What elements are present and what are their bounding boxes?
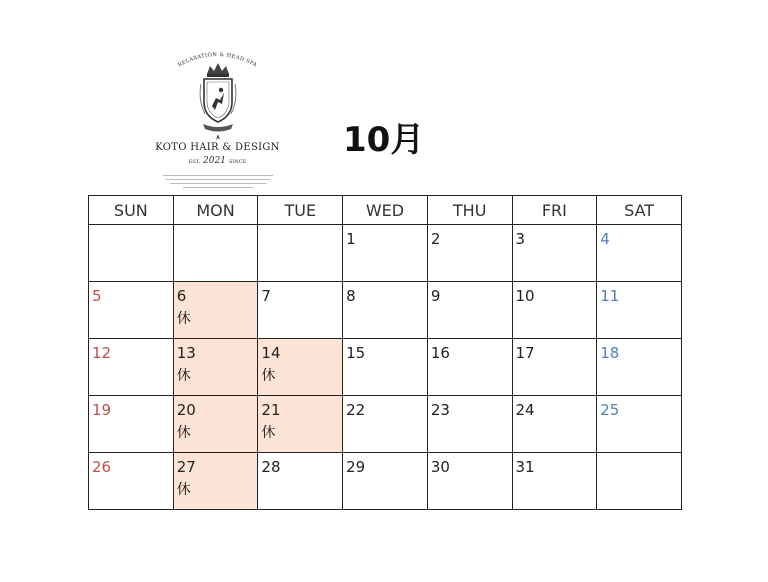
est-year: 2021 xyxy=(203,156,226,166)
day-number: 23 xyxy=(430,401,450,419)
day-cell xyxy=(173,453,258,510)
svg-text:RELAXATION & HEAD SPA: RELAXATION & HEAD SPA xyxy=(177,51,258,69)
day-number: 2 xyxy=(430,230,441,248)
calendar-week-row xyxy=(89,282,682,339)
closed-day-label: 休 xyxy=(261,425,276,441)
month-title: 10月 xyxy=(343,120,425,160)
calendar-week-row xyxy=(89,453,682,510)
day-number: 9 xyxy=(430,287,441,305)
day-cell xyxy=(89,453,174,510)
day-cell xyxy=(512,339,597,396)
day-number: 29 xyxy=(346,458,366,476)
weekday-header-1: MON xyxy=(173,196,258,225)
est-prefix: EST. xyxy=(188,159,201,165)
est-suffix: SINCE xyxy=(228,159,247,165)
day-cell xyxy=(258,339,343,396)
day-cell xyxy=(597,339,682,396)
weekday-header-5: FRI xyxy=(512,196,597,225)
day-number: 24 xyxy=(515,401,535,419)
day-number: 15 xyxy=(346,344,366,362)
day-number: 21 xyxy=(261,401,281,419)
day-cell xyxy=(512,396,597,453)
day-number: 27 xyxy=(176,458,196,476)
closed-day-label: 休 xyxy=(176,368,191,384)
empty-day-cell xyxy=(258,225,343,282)
day-cell xyxy=(173,396,258,453)
day-number: 30 xyxy=(430,458,450,476)
day-number: 31 xyxy=(515,458,535,476)
calendar-table xyxy=(88,195,682,510)
day-number: 6 xyxy=(176,287,187,305)
closed-day-label: 休 xyxy=(261,368,276,384)
weekday-header-3: WED xyxy=(343,196,428,225)
day-number: 20 xyxy=(176,401,196,419)
day-number: 19 xyxy=(92,401,112,419)
day-number: 1 xyxy=(346,230,356,248)
day-cell xyxy=(173,282,258,339)
day-cell xyxy=(427,225,512,282)
closed-day-label: 休 xyxy=(176,482,191,498)
calendar-week-row xyxy=(89,339,682,396)
day-cell xyxy=(427,453,512,510)
day-number: 5 xyxy=(92,287,102,305)
day-cell xyxy=(343,396,428,453)
weekday-header-row xyxy=(89,196,682,225)
day-number: 18 xyxy=(600,344,620,362)
day-number: 8 xyxy=(346,287,356,305)
day-cell xyxy=(258,282,343,339)
day-cell xyxy=(427,282,512,339)
day-number: 12 xyxy=(92,344,112,362)
day-number: 22 xyxy=(346,401,366,419)
day-number: 3 xyxy=(515,230,526,248)
closed-day-label: 休 xyxy=(176,425,191,441)
day-cell xyxy=(597,396,682,453)
day-cell xyxy=(258,453,343,510)
day-cell xyxy=(89,282,174,339)
day-number: 26 xyxy=(92,458,112,476)
closed-day-label: 休 xyxy=(176,311,191,327)
day-cell xyxy=(258,396,343,453)
day-number: 10 xyxy=(515,287,535,305)
crest-icon xyxy=(197,60,239,144)
day-cell xyxy=(343,282,428,339)
day-number: 11 xyxy=(600,287,620,305)
day-cell xyxy=(427,339,512,396)
shop-logo xyxy=(155,42,280,182)
logo-tagline-script xyxy=(161,172,274,192)
day-cell xyxy=(427,396,512,453)
day-number: 7 xyxy=(261,287,271,305)
day-number: 13 xyxy=(176,344,196,362)
day-number: 25 xyxy=(600,401,620,419)
day-cell xyxy=(343,225,428,282)
weekday-header-0: SUN xyxy=(89,196,174,225)
empty-day-cell xyxy=(89,225,174,282)
day-cell xyxy=(89,339,174,396)
day-cell xyxy=(173,339,258,396)
day-cell xyxy=(89,396,174,453)
day-cell xyxy=(512,282,597,339)
weekday-header-6: SAT xyxy=(597,196,682,225)
day-cell xyxy=(343,453,428,510)
calendar-body xyxy=(89,225,682,510)
day-number: 4 xyxy=(600,230,610,248)
day-number: 28 xyxy=(261,458,281,476)
empty-day-cell xyxy=(597,453,682,510)
weekday-header-4: THU xyxy=(427,196,512,225)
weekday-header-2: TUE xyxy=(258,196,343,225)
day-number: 16 xyxy=(430,344,450,362)
day-cell xyxy=(597,282,682,339)
day-cell xyxy=(512,453,597,510)
day-number: 14 xyxy=(261,344,281,362)
day-cell xyxy=(597,225,682,282)
calendar-week-row xyxy=(89,225,682,282)
empty-day-cell xyxy=(173,225,258,282)
day-number: 17 xyxy=(515,344,535,362)
brand-name: KOTO HAIR & DESIGN xyxy=(155,142,280,153)
established-line xyxy=(155,156,280,166)
calendar-week-row xyxy=(89,396,682,453)
day-cell xyxy=(343,339,428,396)
day-cell xyxy=(512,225,597,282)
